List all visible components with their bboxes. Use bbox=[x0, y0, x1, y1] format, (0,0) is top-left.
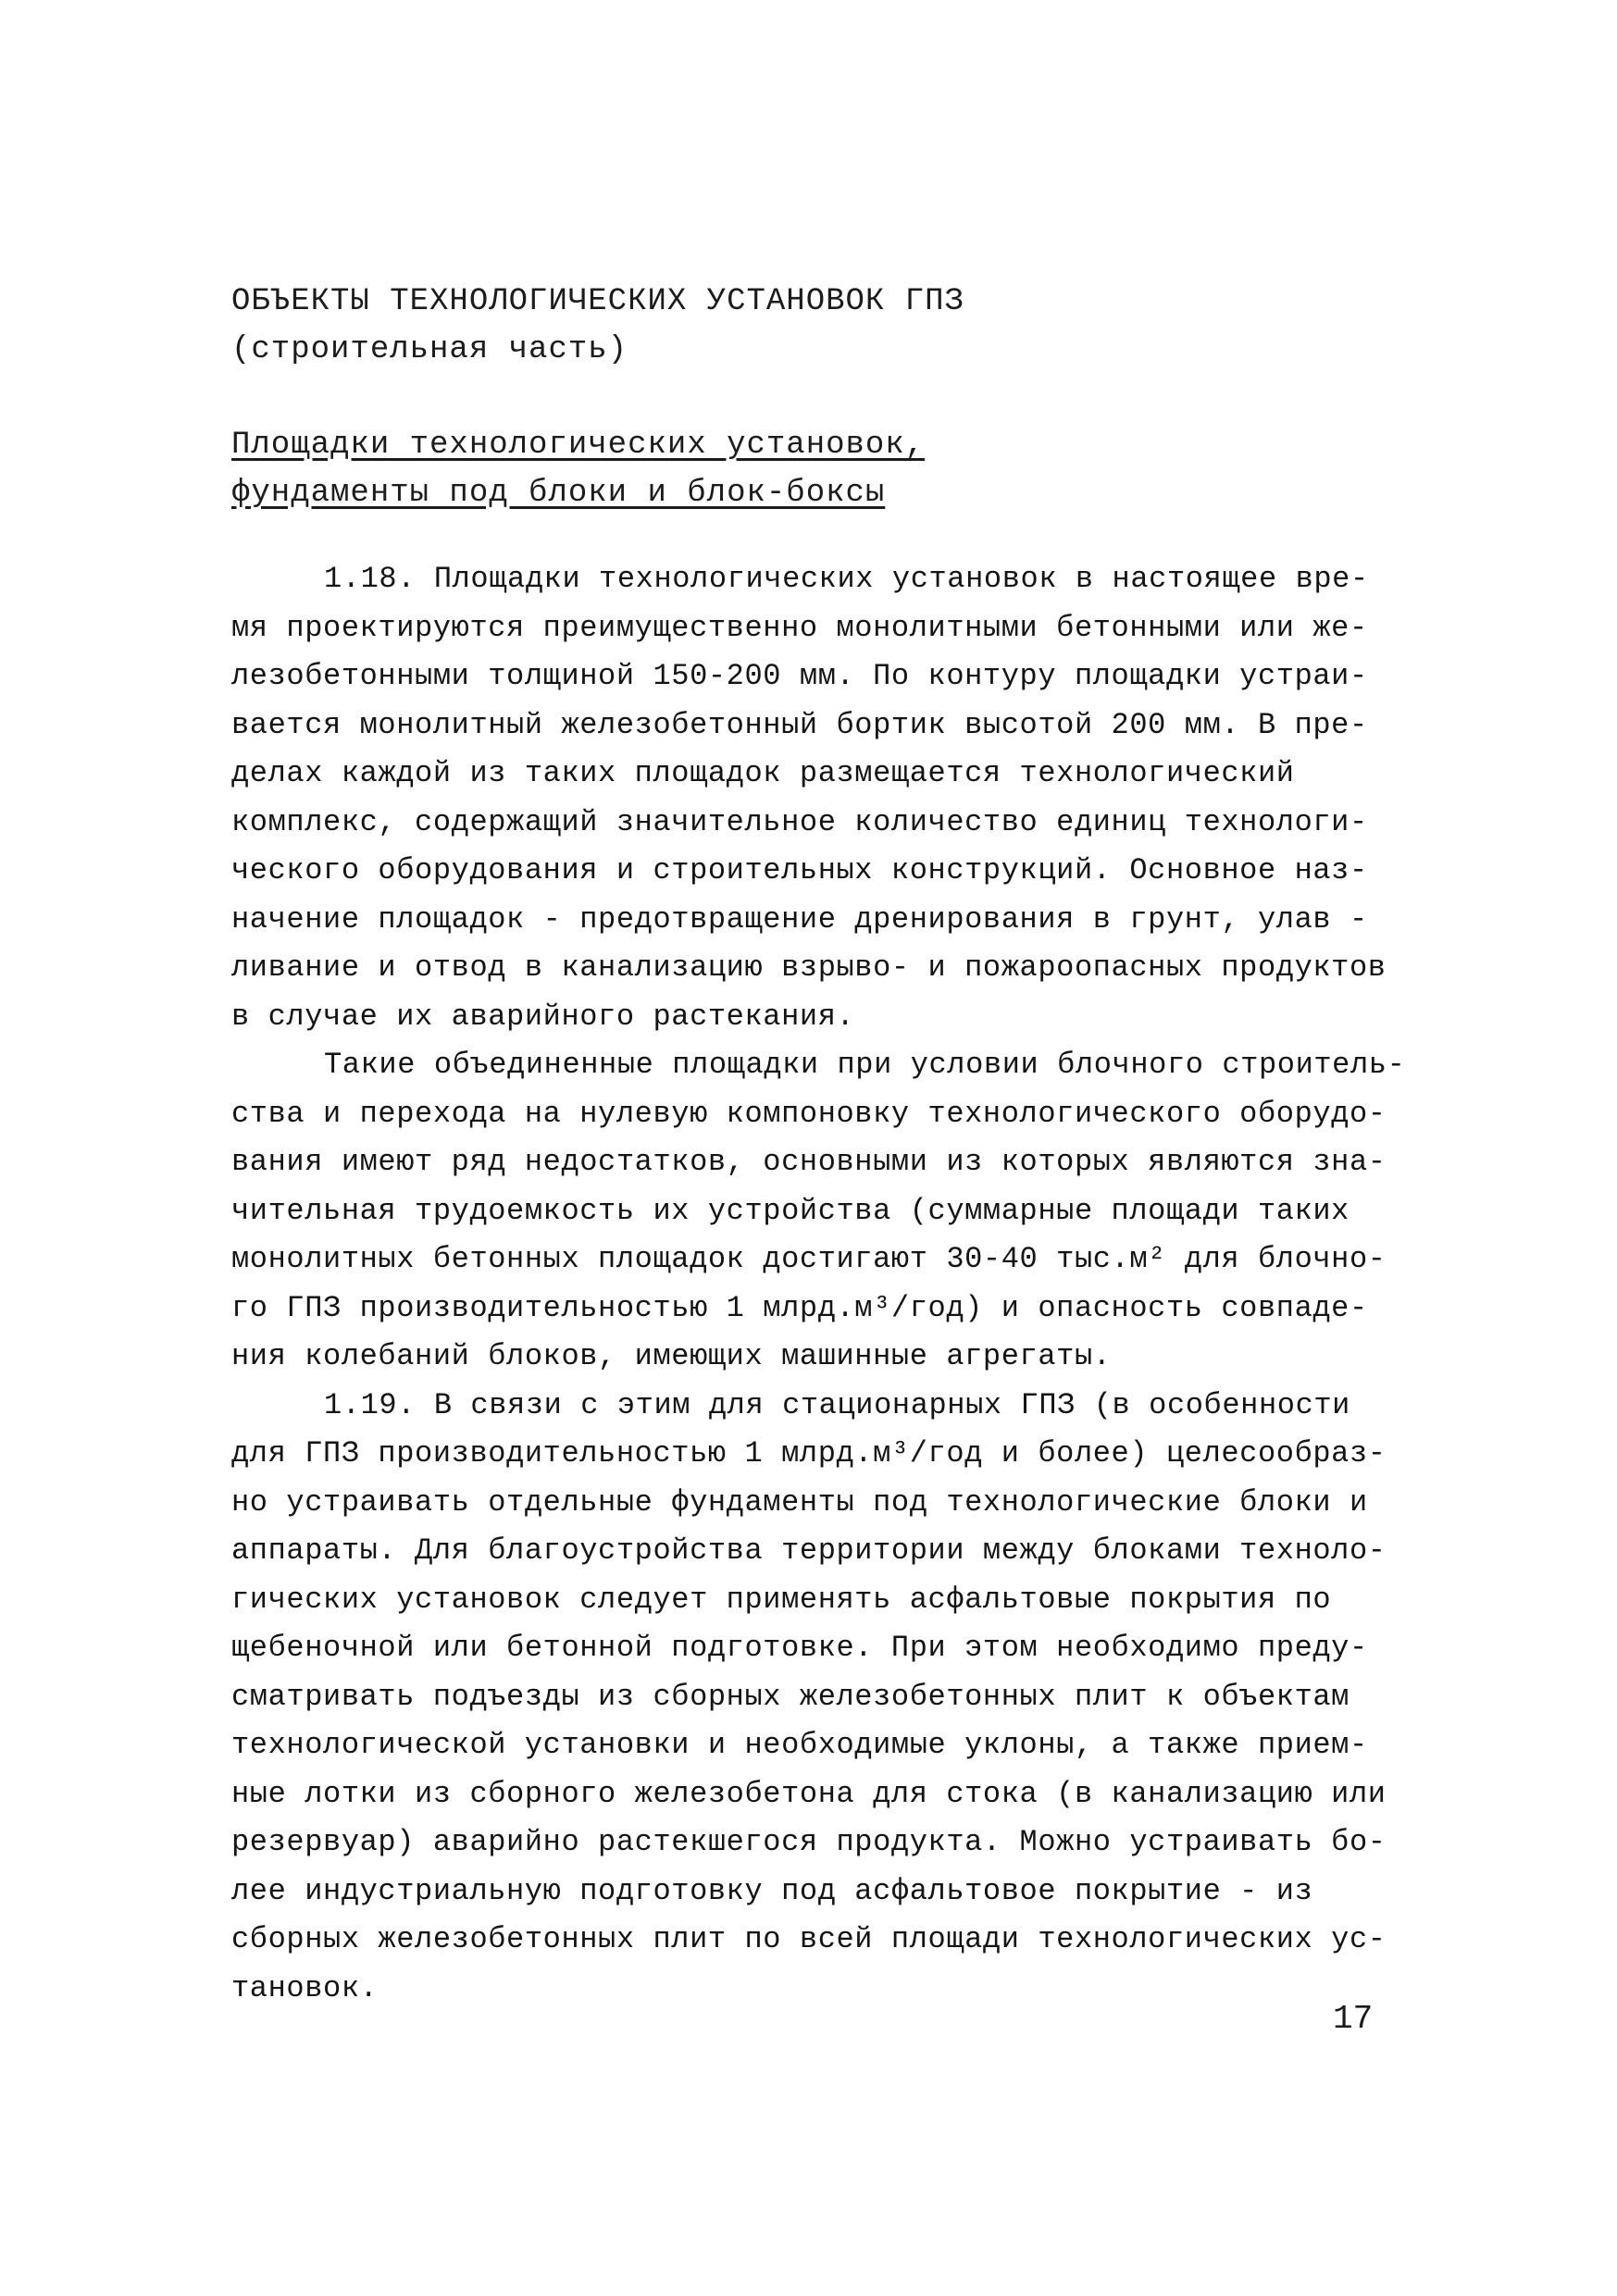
paragraph-2-line: ния колебаний блоков, имеющих машинные агрегаты. bbox=[231, 1339, 1112, 1373]
paragraph-3-line: для ГПЗ производительностью 1 млрд.м³/год и более) целесообраз- bbox=[231, 1436, 1387, 1471]
paragraph-1-line: начение площадок - предотвращение дренирования в грунт, улав - bbox=[231, 901, 1368, 937]
paragraph-2-line: го ГПЗ производительностью 1 млрд.м³/год) и опасность совпаде- bbox=[231, 1290, 1368, 1325]
subsection-heading-line-2: фундаменты под блоки и блок-боксы bbox=[231, 476, 886, 511]
paragraph-3-line: резервуар) аварийно растекшегося продукта. Можно устраивать бо- bbox=[231, 1825, 1387, 1859]
paragraph-2-line: монолитных бетонных площадок достигают 30-40 тыс.м² для блочно- bbox=[231, 1242, 1387, 1276]
paragraph-3-line: щебеночной или бетонной подготовке. При этом необходимо преду- bbox=[231, 1631, 1368, 1665]
paragraph-2-line: чительная трудоемкость их устройства (суммарные площади таких bbox=[231, 1193, 1350, 1228]
paragraph-3-line: сборных железобетонных плит по всей площади технологических ус- bbox=[231, 1922, 1387, 1956]
paragraph-1-line: делах каждой из таких площадок размещается технологический bbox=[231, 756, 1295, 790]
paragraph-1-line: лезобетонными толщиной 150-200 мм. По контуру площадки устраи- bbox=[231, 659, 1368, 693]
paragraph-1-line: в случае их аварийного растекания. bbox=[231, 999, 855, 1034]
section-header bbox=[231, 278, 1435, 374]
paragraph-3-line: технологической установки и необходимые уклоны, а также прием- bbox=[231, 1728, 1368, 1762]
paragraph-1-line: 1.18. Площадки технологических установок в настоящее вре- bbox=[324, 562, 1369, 596]
page-number: 17 bbox=[1333, 2000, 1374, 2038]
paragraph-3-line: 1.19. В связи с этим для стационарных ГПЗ (в особенности bbox=[324, 1387, 1350, 1422]
paragraph-3-line: сматривать подъезды из сборных железобетонных плит к объектам bbox=[231, 1679, 1350, 1714]
subsection-heading bbox=[231, 421, 1435, 517]
paragraph-3-line: ные лотки из сборного железобетона для стока (в канализацию или bbox=[231, 1776, 1387, 1811]
paragraph-1-line: ливание и отвод в канализацию взрыво- и пожароопасных продуктов bbox=[231, 950, 1387, 985]
paragraph-1-line: комплекс, содержащий значительное количество единиц технологи- bbox=[231, 804, 1368, 839]
paragraph-3-line: гических установок следует применять асфальтовые покрытия по bbox=[231, 1582, 1332, 1617]
paragraph-1-line: ческого оборудования и строительных конструкций. Основное наз- bbox=[231, 853, 1368, 887]
paragraph-3-line: тановок. bbox=[231, 1970, 379, 2005]
paragraph-3-line: аппараты. Для благоустройства территории между блоками техноло- bbox=[231, 1533, 1387, 1568]
paragraph-3-line: но устраивать отдельные фундаменты под технологические блоки и bbox=[231, 1484, 1368, 1520]
body-text bbox=[231, 555, 1425, 2013]
paragraph-1-line: мя проектируются преимущественно монолитными бетонными или же- bbox=[231, 610, 1368, 645]
section-subtitle: (строительная часть) bbox=[231, 332, 628, 367]
paragraph-2-line: вания имеют ряд недостатков, основными из которых являются зна- bbox=[231, 1145, 1387, 1179]
paragraph-3-line: лее индустриальную подготовку под асфальтовое покрытие - из bbox=[231, 1873, 1313, 1908]
paragraph-2-line: Такие объединенные площадки при условии блочного строитель- bbox=[324, 1048, 1406, 1082]
subsection-heading-line-1: Площадки технологических установок, bbox=[231, 428, 926, 463]
section-title: ОБЪЕКТЫ ТЕХНОЛОГИЧЕСКИХ УСТАНОВОК ГПЗ bbox=[231, 284, 964, 319]
paragraph-2-line: ства и перехода на нулевую компоновку технологического оборудо- bbox=[231, 1096, 1387, 1131]
paragraph-1-line: вается монолитный железобетонный бортик высотой 200 мм. В пре- bbox=[231, 707, 1368, 742]
